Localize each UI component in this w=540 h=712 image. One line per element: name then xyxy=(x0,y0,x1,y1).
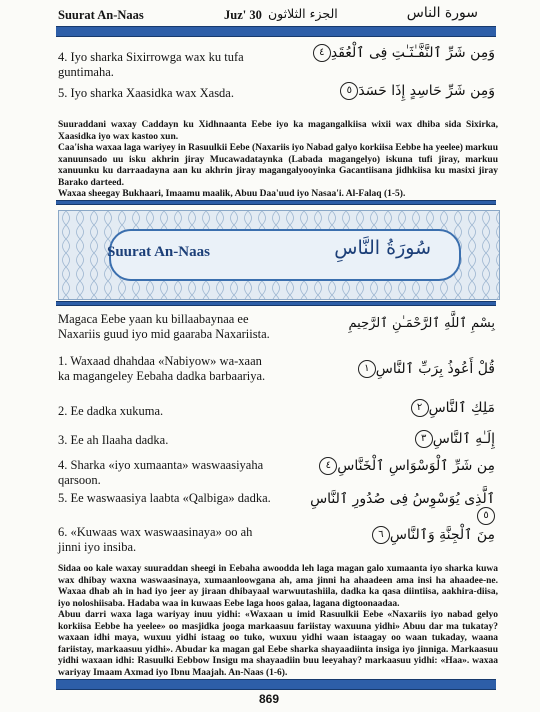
naas-verse-5: 5. Ee waswaasiya laabta «Qalbiga» dadka. xyxy=(58,491,271,505)
basmala-translation: Magaca Eebe yaan ku billaabaynaa ee Naxariis guud iyo mid gaaraba Naxariista. xyxy=(58,312,270,341)
header-surah-label: Suurat An-Naas xyxy=(58,8,144,22)
falaq-verse-4-arabic: وَمِن شَرِّ ٱلنَّفَّـٰثَـٰتِ فِى ٱلْعُقَدِ٤ xyxy=(290,44,495,62)
falaq-verse-5-arabic: وَمِن شَرِّ حَاسِدٍ إِذَا حَسَدَ٥ xyxy=(290,82,495,100)
naas-verse-4-arabic: مِن شَرِّ ٱلْوَسْوَاسِ ٱلْخَنَّاسِ٤ xyxy=(290,457,495,475)
footer-rule xyxy=(56,679,496,690)
header-rule xyxy=(56,26,496,37)
falaq-verse-5: 5. Iyo sharka Xaasidka wax Xasda. xyxy=(58,86,234,100)
header-surah-arabic: سورة الناس xyxy=(406,5,478,21)
naas-verse-5-arabic: ٱلَّذِى يُوَسْوِسُ فِى صُدُورِ ٱلنَّاسِ٥ xyxy=(290,491,495,525)
banner-title: Suurat An-Naas xyxy=(107,244,210,260)
naas-commentary: Sidaa oo kale waxay suuraddan sheegi in Eebaha awoodda leh laga magan galo xumaanta iyo sharka kuwa wax dhibay waxna waswaasinaya, xumaanloowgana ah, ama jinni ha ahaadeen ama insi ha ahaadee-ne. Waxaa dhab ah in had iyo jeer ay jiraan dhibayaal warwuutashiila, dadka ka qasa diintiisa, aakhira-diisa, iyo noloshiisaba. Hadaba waa in kuwaas Eebe laga hoos galaa, lagana digtoonaadaa. Abuu darri waxa laga wariyay inuu yidhi: «Waxaan u imid Rasuulkii Eebe «Naxariis iyo nabad gelyo korkiisa Eebbe ha yeelee» oo masjidka jooga markaasuu fariistay waxuuna yidhi» Abuu dar ma tukatay? waxaan idhi maya, wuxuu yidhi istaag oo tuko, wuxuu yidhi waan istaagay oo waan tukaday, waana fariistay, markaasuu yidhi». Abudar ka magan gal Eebe sharka shayaadiinta insiga iyo jinniga. Markaasuu yidhi waxaan idhi: Rasuulki Eebbow Insigu ma shayaadiin buu leeyahay? markaasuu yidhi: «Haa». waxaa wariyay Imaam Axmad iyo Ibnu Maajah. An-Naas (1-6). xyxy=(58,564,498,678)
naas-verse-3: 3. Ee ah Ilaaha dadka. xyxy=(58,433,169,447)
naas-verse-1: 1. Waxaad dhahdaa «Nabiyow» wa-xaan ka magangeley Eebaha dadka barbaariya. xyxy=(58,354,266,383)
falaq-verse-4: 4. Iyo sharka Sixirrowga wax ku tufa guntimaha. xyxy=(58,50,244,79)
naas-verse-3-arabic: إِلَـٰهِ ٱلنَّاسِ٣ xyxy=(290,430,495,448)
banner-rule xyxy=(56,301,496,306)
naas-verse-6: 6. «Kuwaas wax waswaasinaya» oo ah jinni iyo insiba. xyxy=(58,525,253,554)
page-number: 869 xyxy=(259,692,280,706)
naas-verse-2: 2. Ee dadka xukuma. xyxy=(58,404,164,418)
surah-banner xyxy=(58,210,500,300)
naas-verse-2-arabic: مَلِكِ ٱلنَّاسِ٢ xyxy=(290,399,495,417)
header-juz-label: Juz' 30 xyxy=(224,8,262,22)
naas-verse-6-arabic: مِنَ ٱلْجِنَّةِ وَٱلنَّاسِ٦ xyxy=(290,526,495,544)
section-rule xyxy=(56,200,496,205)
header-juz-arabic: الجزء الثلاثون xyxy=(268,6,338,21)
basmala-arabic: بِسْمِ ٱللَّهِ ٱلرَّحْمَـٰنِ ٱلرَّحِيمِ xyxy=(348,316,495,331)
naas-verse-1-arabic: قُلْ أَعُوذُ بِرَبِّ ٱلنَّاسِ١ xyxy=(290,360,495,378)
falaq-commentary: Suuraddani waxay Caddayn ku Xidhnaanta Eebe iyo ka magangalkiisa wixii wax dhiba sida Sixirka, Xaasidka iyo wax kastoo xun. Caa'isha waxaa laga wariyey in Rasuulkii Eebe (Naxariis iyo Nabad galyo korkiisa Eebbe ha yeelee) markuu xanuunsado uu isku akhrin jiray Mucawadataynka (Labada magangelyo) iskuna tufi jiray, markuu xanuunku ku darraadayna aan ku akhrin jiray magangalyooyinka Gacantiisana jidhkiisa ku masixi jiray Barako darteed. Waxaa sheegay Bukhaari, Imaamu maalik, Abuu Daa'uud iyo Nasaa'i. Al-Falaq (1-5). xyxy=(58,120,498,199)
naas-verse-4: 4. Sharka «iyo xumaanta» waswaasiyaha qarsoon. xyxy=(58,458,264,487)
banner-arabic-title: سُورَةُ النَّاسِ xyxy=(334,237,431,259)
